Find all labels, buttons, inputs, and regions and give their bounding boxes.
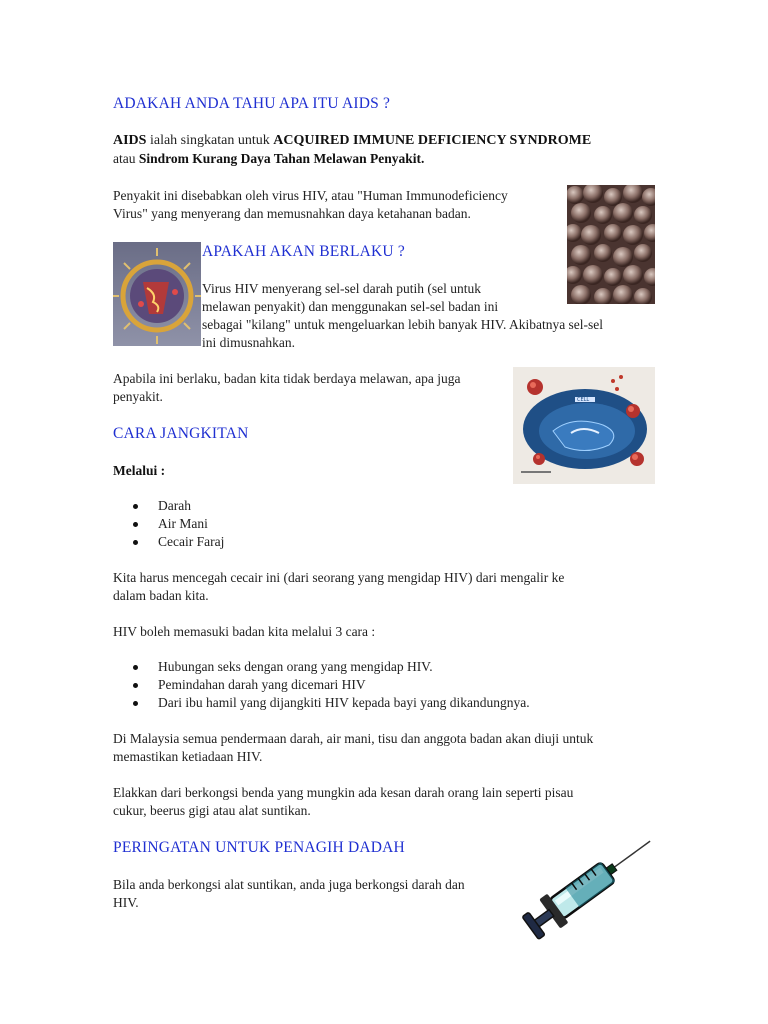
happen-line-3: sebagai "kilang" untuk mengeluarkan lebih banyak HIV. Akibatnya sel-sel	[202, 317, 604, 332]
heading-aids: ADAKAH ANDA TAHU APA ITU AIDS ?	[113, 95, 391, 112]
warning-line-1: Bila anda berkongsi alat suntikan, anda juga berkongsi darah dan	[113, 877, 465, 892]
cause-line-1: Penyakit ini disebabkan oleh virus HIV, atau "Human Immunodeficiency	[113, 188, 508, 203]
happen-line-1: Virus HIV menyerang sel-sel darah putih (sel untuk	[202, 281, 481, 296]
cell-label: CELL	[577, 397, 590, 403]
fluids-list	[113, 497, 224, 551]
hiv-virus-diagram-image	[113, 242, 201, 346]
malaysia-line-2: memastikan ketiadaan HIV.	[113, 749, 263, 764]
virus-micrograph-image	[567, 185, 655, 304]
aids-definition-line-2	[113, 150, 424, 168]
happen-line-4: ini dimusnahkan.	[202, 335, 295, 350]
avoid-line-2: cukur, beerus gigi atau alat suntikan.	[113, 803, 311, 818]
malaysia-line-1: Di Malaysia semua pendermaan darah, air mani, tisu dan anggota badan akan diuji untuk	[113, 731, 594, 746]
cell-infection-diagram-image	[513, 367, 655, 484]
list-item: Air Mani	[113, 515, 224, 533]
cause-line-2: Virus" yang menyerang dan memusnahkan daya ketahanan badan.	[113, 206, 471, 221]
prevent-line-1: Kita harus mencegah cecair ini (dari seorang yang mengidap HIV) dari mengalir ke	[113, 570, 565, 585]
definition-connector: ialah singkatan untuk	[146, 133, 274, 148]
heading-drug-user-warning: PERINGATAN UNTUK PENAGIH DADAH	[113, 839, 405, 856]
aids-term: AIDS	[113, 133, 147, 148]
list-item: Darah	[113, 497, 224, 515]
aids-definition-line-1	[113, 132, 591, 150]
atau-word: atau	[113, 151, 139, 166]
warning-line-2: HIV.	[113, 895, 139, 910]
result-line-1: Apabila ini berlaku, badan kita tidak berdaya melawan, apa juga	[113, 371, 461, 386]
list-item: Hubungan seks dengan orang yang mengidap HIV.	[113, 658, 530, 676]
syringe-icon	[515, 835, 660, 940]
aids-malay-term: Sindrom Kurang Daya Tahan Melawan Penyakit.	[138, 151, 425, 166]
happen-line-2: melawan penyakit) dan menggunakan sel-sel badan ini	[202, 299, 499, 314]
through-label: Melalui :	[113, 463, 166, 478]
heading-transmission: CARA JANGKITAN	[113, 425, 249, 442]
list-item: Pemindahan darah yang dicemari HIV	[113, 676, 530, 694]
list-item: Cecair Faraj	[113, 533, 224, 551]
ways-list	[113, 658, 530, 712]
aids-acronym: ACQUIRED IMMUNE DEFICIENCY SYNDROME	[273, 133, 592, 148]
prevent-line-2: dalam badan kita.	[113, 588, 209, 603]
avoid-line-1: Elakkan dari berkongsi benda yang mungkin ada kesan darah orang lain seperti pisau	[113, 785, 574, 800]
ways-intro: HIV boleh memasuki badan kita melalui 3 cara :	[113, 624, 376, 639]
list-item: Dari ibu hamil yang dijangkiti HIV kepada bayi yang dikandungnya.	[113, 694, 530, 712]
result-line-2: penyakit.	[113, 389, 163, 404]
heading-what-happens: APAKAH AKAN BERLAKU ?	[202, 243, 405, 260]
